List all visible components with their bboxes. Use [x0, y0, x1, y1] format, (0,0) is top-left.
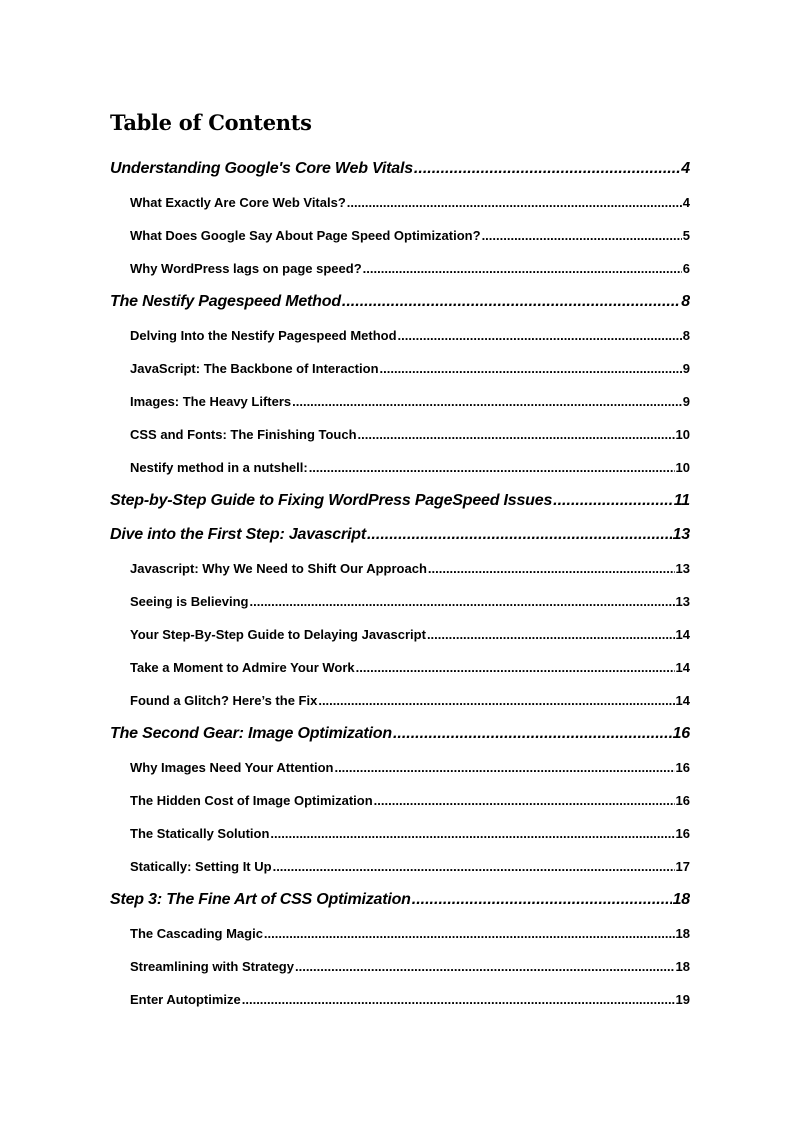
- toc-dot-leader: [270, 817, 674, 850]
- toc-dot-leader: [250, 585, 675, 618]
- toc-dot-leader: [356, 651, 675, 684]
- toc-dot-leader: [358, 418, 675, 451]
- toc-dot-leader: [427, 618, 675, 651]
- toc-entry-label: Take a Moment to Admire Your Work: [130, 660, 355, 675]
- toc-page-number: 16: [675, 793, 690, 808]
- toc-page-number: 18: [672, 891, 690, 908]
- toc-section-entry[interactable]: [110, 451, 690, 484]
- toc-entry-label: Nestify method in a nutshell:: [130, 460, 308, 475]
- toc-entry-label: Why Images Need Your Attention: [130, 760, 334, 775]
- toc-section-entry[interactable]: [110, 319, 690, 352]
- toc-page-number: 17: [675, 859, 690, 874]
- toc-section-entry[interactable]: [110, 817, 690, 850]
- toc-dot-leader: [309, 451, 675, 484]
- toc-dot-leader: [342, 285, 680, 319]
- toc-section-entry[interactable]: [110, 385, 690, 418]
- toc-section-entry[interactable]: [110, 186, 690, 219]
- toc-page-number: 5: [682, 228, 690, 243]
- toc-page-number: 8: [681, 293, 690, 310]
- toc-section-entry[interactable]: [110, 850, 690, 883]
- toc-dot-leader: [374, 784, 675, 817]
- toc-dot-leader: [363, 252, 682, 285]
- toc-page-number: 19: [675, 992, 690, 1007]
- toc-entry-label: The Second Gear: Image Optimization: [110, 725, 392, 742]
- toc-dot-leader: [292, 385, 682, 418]
- toc-entry-label: Javascript: Why We Need to Shift Our Approach: [130, 561, 427, 576]
- toc-page-number: 6: [682, 261, 690, 276]
- toc-section-entry[interactable]: [110, 950, 690, 983]
- toc-entry-label: The Hidden Cost of Image Optimization: [130, 793, 373, 808]
- toc-section-entry[interactable]: [110, 651, 690, 684]
- toc-entry-label: Your Step-By-Step Guide to Delaying Javascript: [130, 627, 426, 642]
- toc-entry-label: JavaScript: The Backbone of Interaction: [130, 361, 379, 376]
- toc-page-number: 11: [673, 492, 690, 509]
- toc-entry-label: The Statically Solution: [130, 826, 270, 841]
- toc-title: Table of Contents: [110, 110, 312, 135]
- toc-dot-leader: [334, 751, 674, 784]
- toc-entry-label: The Nestify Pagespeed Method: [110, 293, 341, 310]
- toc-chapter-entry[interactable]: [110, 285, 690, 319]
- toc-dot-leader: [264, 917, 675, 950]
- toc-entry-label: Streamlining with Strategy: [130, 959, 294, 974]
- toc-section-entry[interactable]: [110, 552, 690, 585]
- toc-section-entry[interactable]: [110, 418, 690, 451]
- toc-section-entry[interactable]: [110, 784, 690, 817]
- toc-dot-leader: [482, 219, 682, 252]
- toc-entry-label: Delving Into the Nestify Pagespeed Method: [130, 328, 397, 343]
- toc-dot-leader: [273, 850, 675, 883]
- toc-dot-leader: [367, 518, 672, 552]
- toc-section-entry[interactable]: [110, 252, 690, 285]
- toc-entry-label: Understanding Google's Core Web Vitals: [110, 160, 413, 177]
- toc-entry-label: Dive into the First Step: Javascript: [110, 526, 366, 543]
- toc-entry-label: CSS and Fonts: The Finishing Touch: [130, 427, 357, 442]
- toc-entry-label: Step 3: The Fine Art of CSS Optimization: [110, 891, 411, 908]
- toc-dot-leader: [380, 352, 682, 385]
- toc-entry-label: The Cascading Magic: [130, 926, 263, 941]
- toc-entry-label: What Does Google Say About Page Speed Optimization?: [130, 228, 481, 243]
- toc-page-number: 4: [682, 195, 690, 210]
- toc-dot-leader: [393, 717, 672, 751]
- toc-section-entry[interactable]: [110, 585, 690, 618]
- toc-chapter-entry[interactable]: [110, 717, 690, 751]
- toc-dot-leader: [398, 319, 682, 352]
- toc-page-number: 13: [675, 594, 690, 609]
- toc-page-number: 18: [675, 926, 690, 941]
- toc-entry-label: Step-by-Step Guide to Fixing WordPress PageSpeed Issues: [110, 492, 553, 509]
- toc-entry-label: What Exactly Are Core Web Vitals?: [130, 195, 346, 210]
- toc-dot-leader: [295, 950, 675, 983]
- toc-dot-leader: [347, 186, 682, 219]
- toc-dot-leader: [318, 684, 674, 717]
- toc-entry-label: Statically: Setting It Up: [130, 859, 272, 874]
- toc-section-entry[interactable]: [110, 751, 690, 784]
- toc-dot-leader: [412, 883, 672, 917]
- toc-entry-label: Enter Autoptimize: [130, 992, 241, 1007]
- toc-page-number: 16: [675, 760, 690, 775]
- toc-page-number: 14: [675, 627, 690, 642]
- toc-dot-leader: [242, 983, 675, 1016]
- toc-dot-leader: [553, 484, 673, 518]
- toc-section-entry[interactable]: [110, 219, 690, 252]
- toc-entry-label: Found a Glitch? Here’s the Fix: [130, 693, 318, 708]
- toc-page-number: 4: [681, 160, 690, 177]
- toc-section-entry[interactable]: [110, 983, 690, 1016]
- toc-section-entry[interactable]: [110, 917, 690, 950]
- toc-page-number: 10: [675, 460, 690, 475]
- toc-page-number: 10: [675, 427, 690, 442]
- toc-page-number: 18: [675, 959, 690, 974]
- toc-page-number: 16: [672, 725, 690, 742]
- toc-section-entry[interactable]: [110, 618, 690, 651]
- toc-chapter-entry[interactable]: [110, 518, 690, 552]
- toc-chapter-entry[interactable]: [110, 152, 690, 186]
- toc-page-number: 14: [675, 693, 690, 708]
- toc-list: [110, 152, 690, 1016]
- toc-page-number: 16: [675, 826, 690, 841]
- toc-page-number: 8: [682, 328, 690, 343]
- toc-section-entry[interactable]: [110, 684, 690, 717]
- toc-section-entry[interactable]: [110, 352, 690, 385]
- toc-dot-leader: [428, 552, 675, 585]
- toc-page-number: 13: [675, 561, 690, 576]
- toc-page-number: 14: [675, 660, 690, 675]
- toc-entry-label: Why WordPress lags on page speed?: [130, 261, 362, 276]
- toc-page-number: 9: [682, 361, 690, 376]
- toc-chapter-entry[interactable]: [110, 484, 690, 518]
- toc-entry-label: Seeing is Believing: [130, 594, 249, 609]
- toc-entry-label: Images: The Heavy Lifters: [130, 394, 292, 409]
- toc-page-number: 9: [682, 394, 690, 409]
- toc-chapter-entry[interactable]: [110, 883, 690, 917]
- toc-page-number: 13: [672, 526, 690, 543]
- toc-dot-leader: [414, 152, 680, 186]
